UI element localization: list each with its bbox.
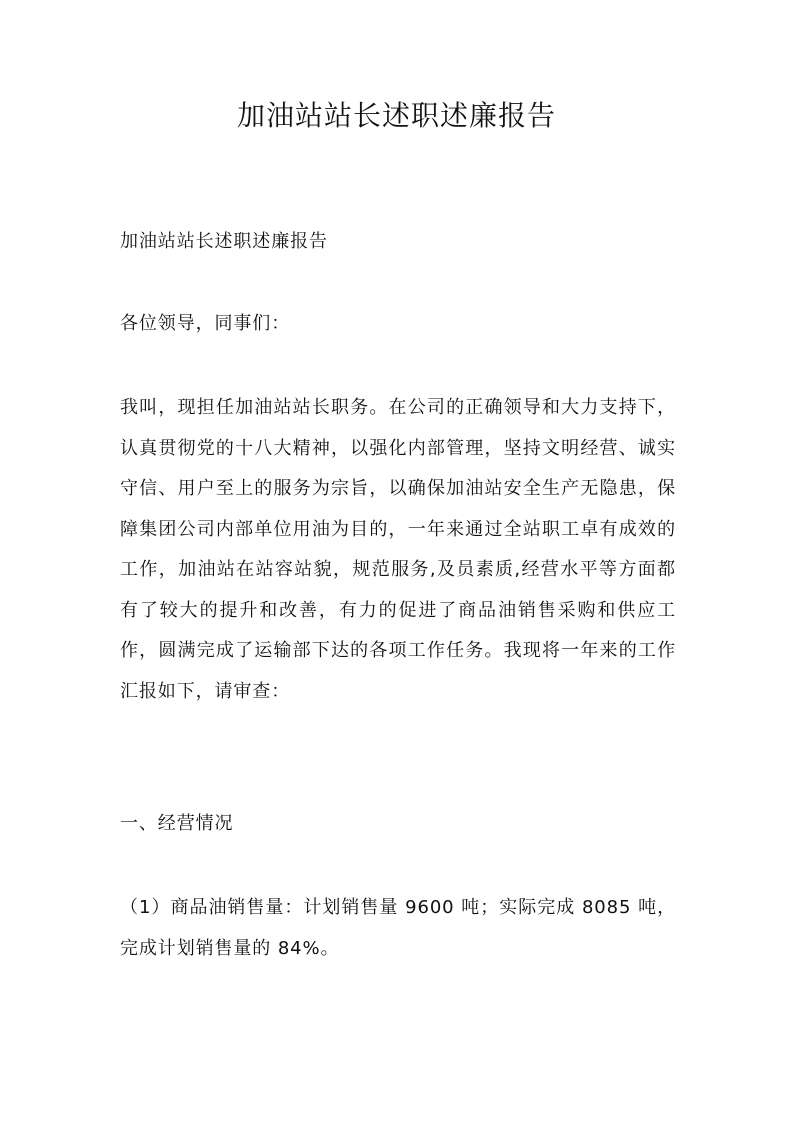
sales-volume-paragraph: （1）商品油销售量：计划销售量 9600 吨；实际完成 8085 吨，完成计划销售量的 84%。: [120, 897, 676, 959]
intro-paragraph: 我叫，现担任加油站站长职务。在公司的正确领导和大力支持下，认真贯彻党的十八大精神，以强化内部管理，坚持文明经营、诚实守信、用户至上的服务为宗旨，以确保加油站安全生产无隐患，保障集团公司内部单位用油为目的，一年来通过全站职工卓有成效的工作，加油站在站容站貌，规范服务,及员素质,经营水平等方面都有了较大的提升和改善，有力的促进了商品油销售采购和供应工作，圆满完成了运输部下达的各项工作任务。我现将一年来的工作汇报如下，请审查：: [120, 397, 676, 702]
greeting-paragraph: 各位领导，同事们：: [120, 313, 291, 334]
section-heading: 一、经营情况: [120, 813, 234, 834]
document-subtitle: 加油站站长述职述廉报告: [120, 231, 328, 252]
document-title: 加油站站长述职述廉报告: [236, 99, 556, 132]
